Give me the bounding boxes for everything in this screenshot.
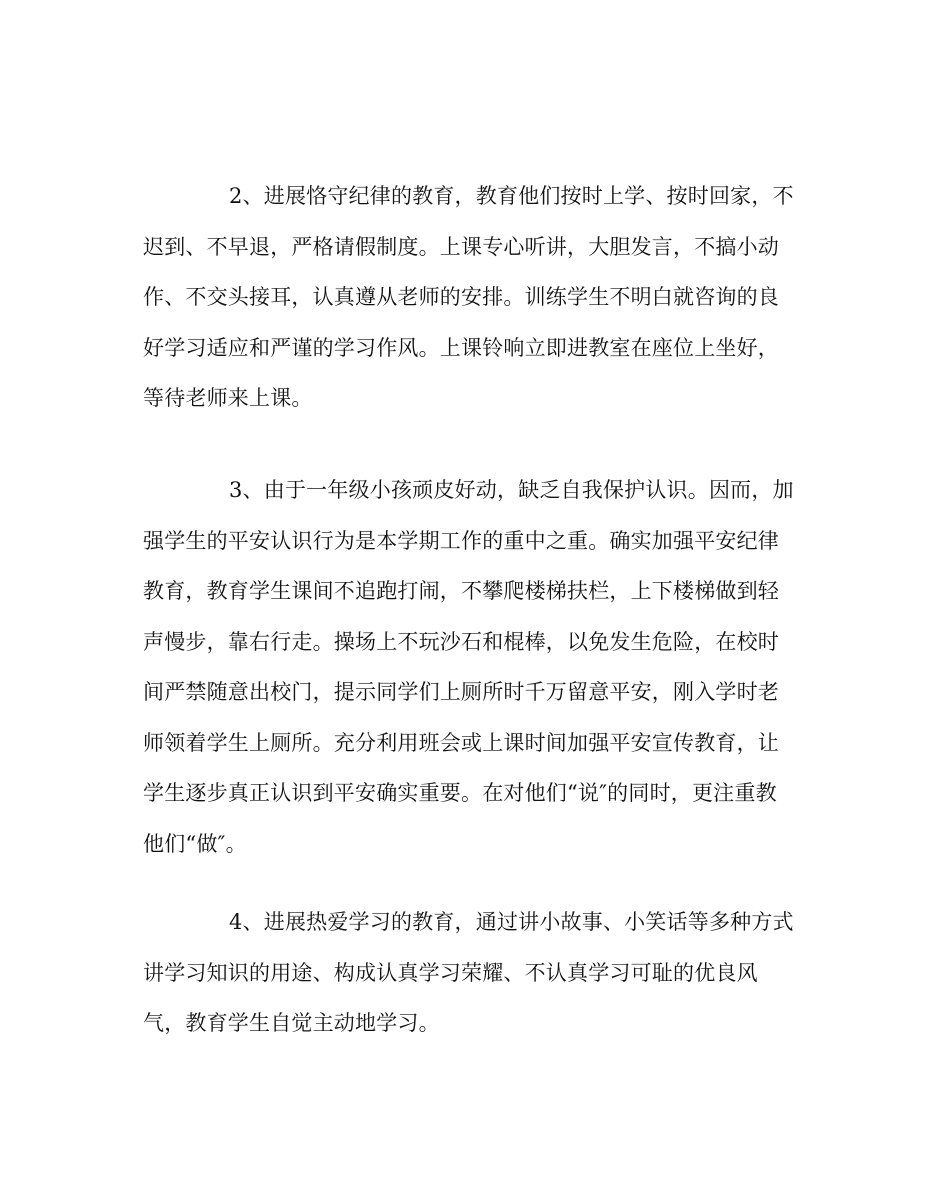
paragraph-line: 等待老师来上课。: [143, 386, 313, 410]
paragraph-line: 气，教育学生自觉主动地学习。: [143, 1011, 440, 1035]
paragraph-line: 2、进展恪守纪律的教育，教育他们按时上学、按时回家，不: [229, 184, 794, 208]
paragraph-line: 作、不交头接耳，认真遵从老师的安排。训练学生不明白就咨询的良: [143, 285, 779, 309]
paragraph-line: 3、由于一年级小孩顽皮好动，缺乏自我保护认识。因而，加: [229, 478, 794, 502]
paragraph-line: 讲学习知识的用途、构成认真学习荣耀、不认真学习可耻的优良风: [143, 960, 758, 985]
paragraph-3: [143, 465, 823, 869]
paragraph-4: [143, 897, 823, 1049]
paragraph-2: [143, 171, 823, 424]
paragraph-line: 声慢步，靠右行走。操场上不玩沙石和棍棒，以免发生危险，在校时: [143, 629, 779, 654]
paragraph-line: 好学习适应和严谨的学习作风。上课铃响立即进教室在座位上坐好，: [143, 335, 779, 360]
paragraph-line: 迟到、不早退，严格请假制度。上课专心听讲，大胆发言，不搞小动: [143, 234, 779, 259]
paragraph-line: 他们“做″。: [143, 831, 247, 856]
paragraph-line: 4、进展热爱学习的教育，通过讲小故事、小笑话等多种方式: [229, 910, 794, 934]
paragraph-line: 师领着学生上厕所。充分利用班会或上课时间加强平安宣传教育，让: [143, 730, 779, 755]
paragraph-line: 强学生的平安认识行为是本学期工作的重中之重。确实加强平安纪律: [143, 528, 779, 553]
paragraph-line: 教育，教育学生课间不追跑打闹，不攀爬楼梯扶栏，上下楼梯做到轻: [143, 579, 779, 603]
paragraph-line: 学生逐步真正认识到平安确实重要。在对他们“说″的同时，更注重教: [143, 781, 777, 805]
paragraph-line: 间严禁随意出校门，提示同学们上厕所时千万留意平安，刚入学时老: [143, 680, 779, 704]
